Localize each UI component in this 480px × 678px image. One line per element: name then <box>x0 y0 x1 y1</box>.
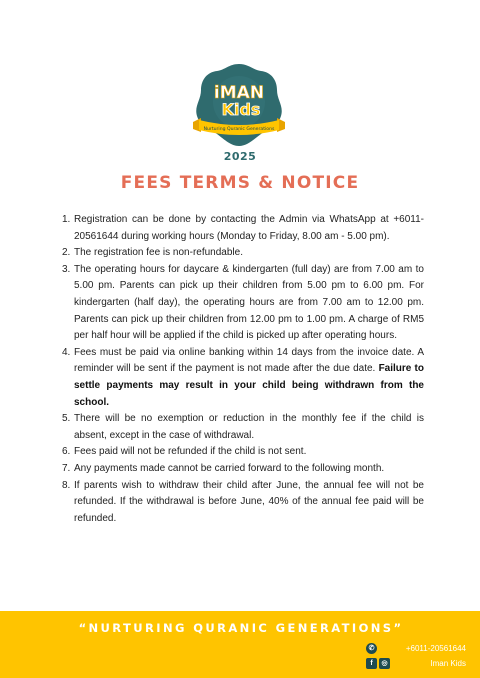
iman-kids-logo <box>191 62 287 150</box>
footer-contact <box>366 641 466 671</box>
facebook-icon: f <box>366 658 377 669</box>
term-item-7 <box>62 461 424 478</box>
logo-ribbon-text: Nurturing Quranic Generations <box>203 127 275 132</box>
term-number: 2. <box>62 247 71 259</box>
term-text: Fees must be paid via online banking within 14 days from the invoice date. A reminder will be sent if the payment is not made after the due date. <box>74 346 424 375</box>
contact-social: Iman Kids <box>430 658 466 668</box>
contact-phone-row[interactable] <box>366 641 466 655</box>
term-number: 3. <box>62 263 71 275</box>
term-item-5 <box>62 411 424 444</box>
term-number: 8. <box>62 479 71 491</box>
page-title: FEES TERMS & NOTICE <box>120 173 360 193</box>
term-item-3 <box>62 262 424 345</box>
whatsapp-icon: ✆ <box>366 643 377 654</box>
term-number: 1. <box>62 214 71 225</box>
contact-social-row[interactable] <box>366 656 466 670</box>
term-text: There will be no exemption or reduction in the monthly fee if the child is absent, except in the case of withdrawal. <box>74 413 424 441</box>
term-number: 6. <box>62 446 71 458</box>
footer-banner <box>0 611 480 678</box>
contact-phone: +6011-20561644 <box>405 643 466 653</box>
term-text: The registration fee is non-refundable. <box>74 247 243 259</box>
term-number: 7. <box>62 462 71 474</box>
term-item-6 <box>62 444 424 461</box>
terms-list <box>62 212 424 527</box>
logo-text-iman: iMAN <box>213 83 265 103</box>
term-item-2 <box>62 245 424 262</box>
term-item-8 <box>62 478 424 528</box>
term-item-4 <box>62 345 424 411</box>
term-text: Registration can be done by contacting the Admin via WhatsApp at +6011-20561644 during working hours (Monday to Friday, 8.00 am - 5.00 pm). <box>74 214 424 242</box>
term-item-1 <box>62 212 424 245</box>
footer-tagline: “NURTURING QURANIC GENERATIONS” <box>78 621 404 635</box>
term-text: Any payments made cannot be carried forward to the following month. <box>74 462 385 474</box>
term-bold-warning: Failure to settle payments may result in your child being withdrawn from the school. <box>74 363 424 408</box>
year-label: 2025 <box>223 150 257 163</box>
term-text: If parents wish to withdraw their child after June, the annual fee will not be refunded. If the withdrawal is before June, 40% of the annual fee paid will be refunded. <box>74 479 424 524</box>
instagram-icon: ◎ <box>379 658 390 669</box>
term-text: Fees paid will not be refunded if the child is not sent. <box>74 446 307 458</box>
term-number: 5. <box>62 413 71 425</box>
term-text: The operating hours for daycare & kindergarten (full day) are from 7.00 am to 5.00 pm. Parents can pick up their children from 5.00 pm to 6.00 pm. For kindergarten (half day), the operating hours are from 7.00 am to 12.00 pm. Parents can pick up their children from 12.00 pm to 1.00 pm. A charge of RM5 per half hour will be applied if the child is picked up after operating hours. <box>74 263 424 342</box>
logo-text-kids: Kids <box>221 100 261 119</box>
term-number: 4. <box>62 346 71 358</box>
